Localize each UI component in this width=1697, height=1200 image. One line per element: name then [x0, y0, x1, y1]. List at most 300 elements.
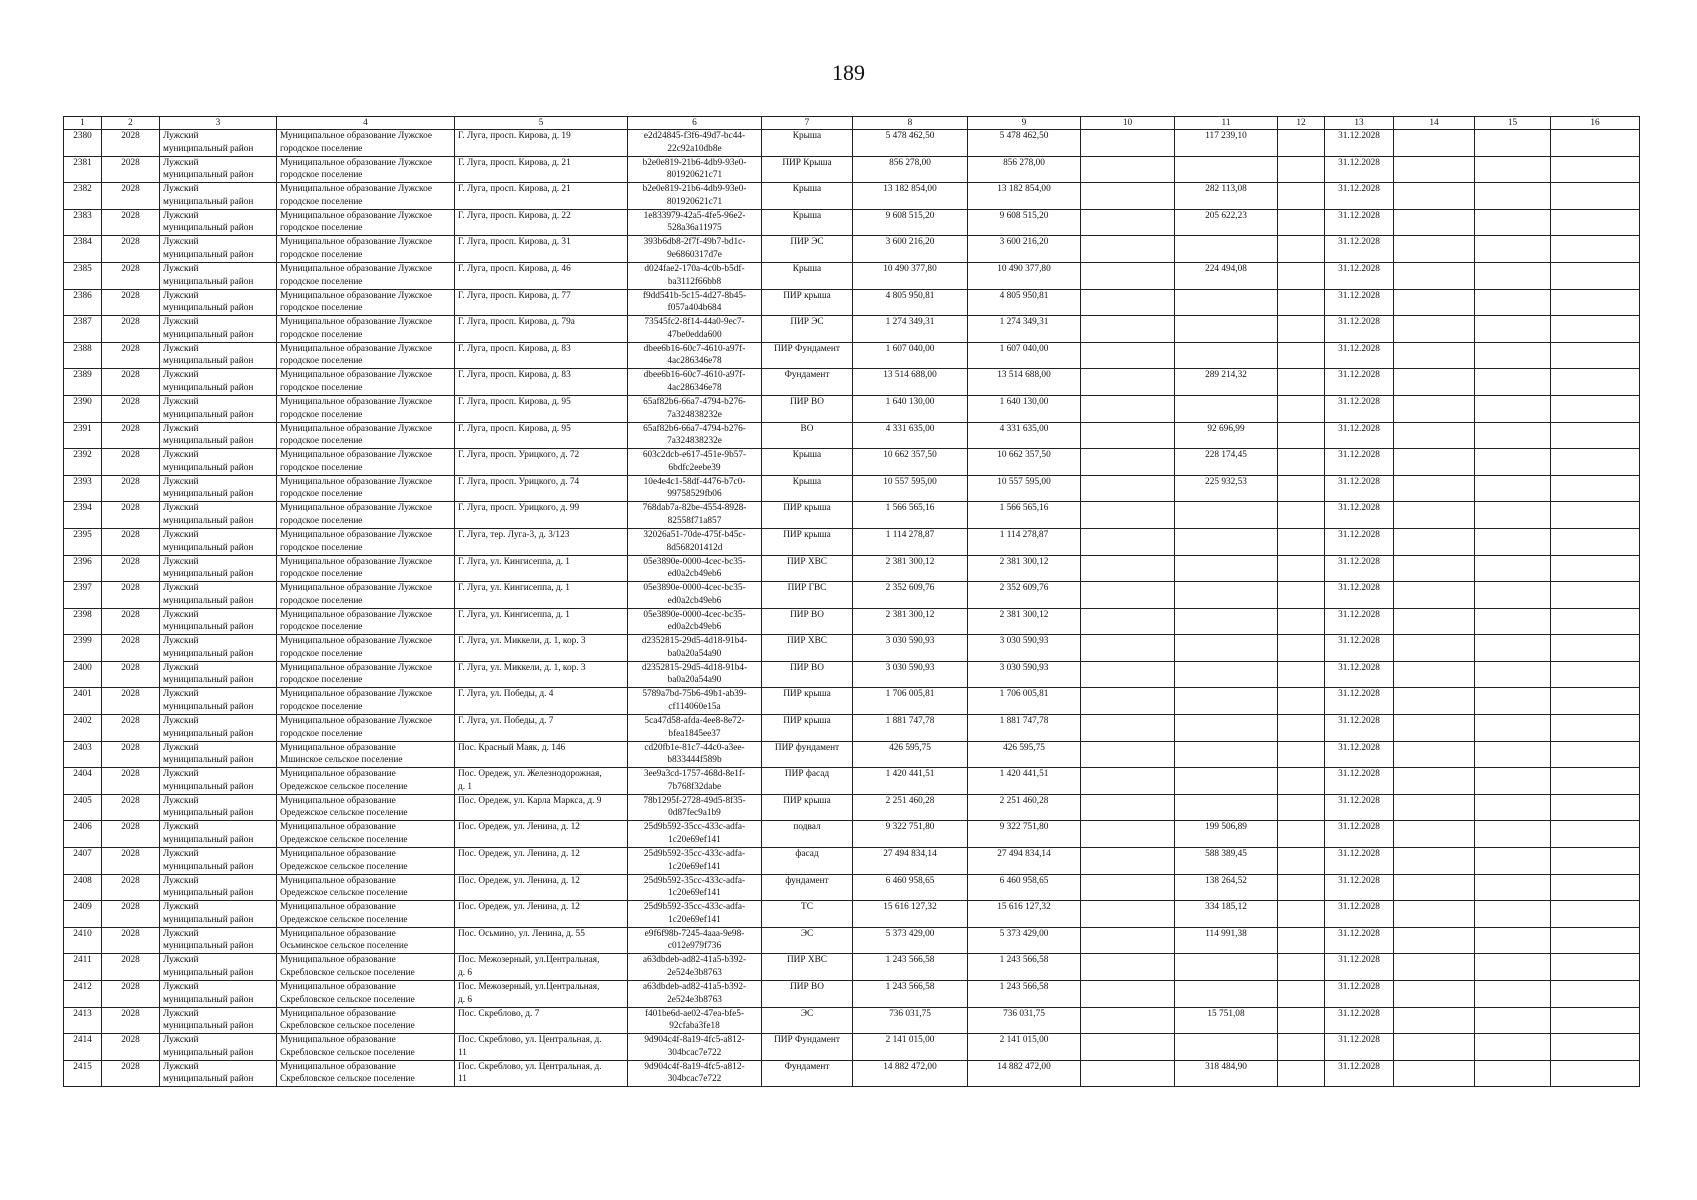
district-text: муниципальный район — [163, 569, 254, 580]
house-guid-text: 393b6db8-2f7f-49b7-bd1c- — [643, 237, 746, 248]
district-cell — [160, 688, 277, 715]
completion-date-text: 31.12.2028 — [1338, 317, 1380, 328]
municipality-text: городское поселение — [280, 382, 363, 393]
completion-date-cell — [1325, 316, 1394, 343]
work-type-cell — [762, 927, 853, 954]
house-guid-text: 2e524e3b8763 — [667, 994, 722, 1005]
regional-fund-cost-text: 736 031,75 — [1003, 1008, 1045, 1019]
address-cell — [455, 449, 628, 476]
district-cell — [160, 422, 277, 449]
year-cell — [102, 954, 160, 981]
column-16-value-cell — [1551, 608, 1640, 635]
column-header-10: 10 — [1081, 117, 1175, 130]
total-cost-text: 736 031,75 — [889, 1008, 931, 1019]
column-11-value-cell — [1175, 262, 1278, 289]
house-guid-text: 05e3890e-0000-4cec-bc35- — [643, 609, 746, 620]
district-cell — [160, 1060, 277, 1087]
column-15-value-cell — [1475, 422, 1551, 449]
column-11-value-cell — [1175, 342, 1278, 369]
address-text: Г. Луга, просп. Урицкого, д. 99 — [458, 503, 580, 514]
house-guid-text: cd20fb1e-81c7-44c0-a3ee- — [644, 742, 745, 753]
row-number-cell — [64, 528, 102, 555]
municipality-cell — [277, 289, 455, 316]
work-type-cell — [762, 156, 853, 183]
house-guid-cell — [628, 954, 762, 981]
year-cell — [102, 848, 160, 875]
row-number-cell — [64, 1007, 102, 1034]
address-cell — [455, 927, 628, 954]
regional-fund-cost-text: 856 278,00 — [1003, 157, 1045, 168]
year-text: 2028 — [121, 423, 140, 434]
column-10-value-cell — [1081, 1060, 1175, 1087]
work-type-text: ПИР крыша — [783, 529, 831, 540]
regional-fund-cost-cell — [968, 688, 1081, 715]
total-cost-cell — [853, 342, 968, 369]
district-cell — [160, 555, 277, 582]
row-number-cell — [64, 369, 102, 396]
district-text: Лужский — [163, 928, 199, 939]
row-number-text: 2388 — [73, 343, 92, 354]
completion-date-cell — [1325, 688, 1394, 715]
column-11-value-cell — [1175, 688, 1278, 715]
column-14-value-cell — [1394, 1034, 1475, 1061]
column-12-value-cell — [1278, 209, 1325, 236]
year-text: 2028 — [121, 529, 140, 540]
work-type-cell — [762, 768, 853, 795]
municipality-text: Муниципальное образование — [280, 849, 396, 860]
year-text: 2028 — [121, 716, 140, 727]
regional-fund-cost-cell — [968, 635, 1081, 662]
district-text: Лужский — [163, 662, 199, 673]
municipality-text: Муниципальное образование Лужское — [280, 450, 432, 461]
regional-fund-cost-text: 1 420 441,51 — [999, 769, 1049, 780]
house-guid-cell — [628, 236, 762, 263]
row-number-text: 2406 — [73, 822, 92, 833]
municipality-text: Муниципальное образование — [280, 1008, 396, 1019]
table-row — [64, 874, 1640, 901]
regional-fund-cost-text: 5 373 429,00 — [999, 928, 1049, 939]
regional-fund-cost-cell — [968, 316, 1081, 343]
district-text: Лужский — [163, 450, 199, 461]
district-text: Лужский — [163, 822, 199, 833]
regional-fund-cost-cell — [968, 422, 1081, 449]
year-cell — [102, 1034, 160, 1061]
address-text: Пос. Скреблово, ул. Центральная, д. — [458, 1061, 602, 1072]
column-14-value-cell — [1394, 449, 1475, 476]
address-text: Пос. Оредеж, ул. Ленина, д. 12 — [458, 902, 580, 913]
row-number-text: 2404 — [73, 769, 92, 780]
column-14-value-cell — [1394, 262, 1475, 289]
address-text: Пос. Межозерный, ул.Центральная, — [458, 982, 600, 992]
total-cost-cell — [853, 582, 968, 609]
total-cost-cell — [853, 981, 968, 1008]
column-11-value-cell — [1175, 1060, 1278, 1087]
address-cell — [455, 316, 628, 343]
table-row — [64, 1007, 1640, 1034]
column-11-value-cell — [1175, 475, 1278, 502]
work-type-cell — [762, 901, 853, 928]
completion-date-text: 31.12.2028 — [1338, 157, 1380, 168]
year-text: 2028 — [121, 450, 140, 461]
municipality-cell — [277, 342, 455, 369]
completion-date-text: 31.12.2028 — [1338, 716, 1380, 727]
house-guid-text: f057a404b684 — [667, 303, 722, 314]
column-14-value-cell — [1394, 156, 1475, 183]
column-14-value-cell — [1394, 794, 1475, 821]
column-10-value-cell — [1081, 502, 1175, 529]
address-cell — [455, 369, 628, 396]
municipality-cell — [277, 715, 455, 742]
year-text: 2028 — [121, 795, 140, 806]
column-11-value-cell — [1175, 661, 1278, 688]
row-number-text: 2412 — [73, 982, 92, 992]
district-text: Лужский — [163, 875, 199, 886]
column-10-value-cell — [1081, 901, 1175, 928]
column-11-value-cell — [1175, 927, 1278, 954]
table-row — [64, 262, 1640, 289]
district-cell — [160, 262, 277, 289]
column-11-value-cell — [1175, 954, 1278, 981]
house-guid-text: 7a324838232e — [667, 436, 722, 447]
work-type-cell — [762, 874, 853, 901]
work-type-cell — [762, 502, 853, 529]
municipality-text: городское поселение — [280, 356, 363, 367]
year-text: 2028 — [121, 955, 140, 966]
year-cell — [102, 927, 160, 954]
district-text: муниципальный район — [163, 994, 254, 1005]
table-row — [64, 130, 1640, 157]
municipality-text: городское поселение — [280, 675, 363, 686]
district-cell — [160, 608, 277, 635]
column-11-value-text: 282 113,08 — [1205, 184, 1247, 195]
address-text: 11 — [458, 1047, 467, 1058]
district-cell — [160, 369, 277, 396]
column-10-value-cell — [1081, 262, 1175, 289]
column-12-value-cell — [1278, 582, 1325, 609]
column-15-value-cell — [1475, 130, 1551, 157]
year-text: 2028 — [121, 290, 140, 301]
row-number-text: 2381 — [73, 157, 92, 168]
regional-fund-cost-cell — [968, 874, 1081, 901]
year-cell — [102, 608, 160, 635]
district-text: Лужский — [163, 263, 199, 274]
completion-date-text: 31.12.2028 — [1338, 370, 1380, 381]
completion-date-text: 31.12.2028 — [1338, 396, 1380, 407]
column-11-value-cell — [1175, 608, 1278, 635]
column-11-value-cell — [1175, 794, 1278, 821]
column-15-value-cell — [1475, 369, 1551, 396]
municipality-text: Муниципальное образование Лужское — [280, 396, 432, 407]
year-cell — [102, 502, 160, 529]
row-number-cell — [64, 848, 102, 875]
address-cell — [455, 1034, 628, 1061]
municipality-cell — [277, 1034, 455, 1061]
regional-fund-cost-cell — [968, 528, 1081, 555]
house-guid-text: 78b1295f-2728-49d5-8f35- — [643, 795, 746, 806]
regional-fund-cost-text: 426 595,75 — [1003, 742, 1045, 753]
municipality-cell — [277, 741, 455, 768]
work-type-text: Фундамент — [784, 1061, 830, 1072]
address-text: д. 1 — [458, 781, 473, 792]
house-guid-text: 5789a7bd-75b6-49b1-ab39- — [642, 689, 747, 700]
year-text: 2028 — [121, 689, 140, 700]
work-type-cell — [762, 715, 853, 742]
column-16-value-cell — [1551, 927, 1640, 954]
completion-date-text: 31.12.2028 — [1338, 875, 1380, 886]
row-number-cell — [64, 130, 102, 157]
column-11-value-cell — [1175, 635, 1278, 662]
district-text: Лужский — [163, 1061, 199, 1072]
address-cell — [455, 209, 628, 236]
regional-fund-cost-text: 4 805 950,81 — [999, 290, 1049, 301]
regional-fund-cost-text: 1 114 278,87 — [999, 529, 1049, 540]
row-number-cell — [64, 821, 102, 848]
municipality-text: Муниципальное образование Лужское — [280, 157, 432, 168]
district-text: Лужский — [163, 131, 199, 141]
municipality-text: городское поселение — [280, 622, 363, 633]
column-11-value-cell — [1175, 848, 1278, 875]
column-12-value-cell — [1278, 661, 1325, 688]
address-text: Г. Луга, тер. Луга-3, д. 3/123 — [458, 529, 570, 540]
district-text: муниципальный район — [163, 542, 254, 553]
house-guid-text: 9d904c4f-8a19-4fc5-a812- — [644, 1061, 745, 1072]
total-cost-cell — [853, 183, 968, 210]
municipality-text: городское поселение — [280, 702, 363, 713]
regional-fund-cost-text: 2 381 300,12 — [999, 556, 1049, 567]
district-text: Лужский — [163, 583, 199, 594]
municipality-text: Муниципальное образование Лужское — [280, 210, 432, 221]
district-cell — [160, 582, 277, 609]
house-guid-text: 65af82b6-66a7-4794-b276- — [643, 423, 746, 434]
address-text: Г. Луга, просп. Кирова, д. 19 — [458, 131, 571, 141]
municipality-text: городское поселение — [280, 489, 363, 500]
column-12-value-cell — [1278, 475, 1325, 502]
address-text: 11 — [458, 1074, 467, 1085]
column-14-value-cell — [1394, 901, 1475, 928]
address-cell — [455, 236, 628, 263]
column-15-value-cell — [1475, 794, 1551, 821]
row-number-text: 2398 — [73, 609, 92, 620]
column-16-value-cell — [1551, 475, 1640, 502]
district-text: муниципальный район — [163, 941, 254, 952]
house-guid-text: 05e3890e-0000-4cec-bc35- — [643, 583, 746, 594]
total-cost-text: 2 352 609,76 — [885, 583, 935, 594]
completion-date-text: 31.12.2028 — [1338, 529, 1380, 540]
municipality-text: Оредежское сельское поселение — [280, 888, 408, 899]
municipality-cell — [277, 475, 455, 502]
work-type-text: фасад — [795, 849, 819, 860]
work-type-text: ПИР ГВС — [787, 583, 827, 594]
municipality-text: Оредежское сельское поселение — [280, 808, 408, 819]
year-cell — [102, 741, 160, 768]
district-cell — [160, 901, 277, 928]
completion-date-text: 31.12.2028 — [1338, 423, 1380, 434]
year-text: 2028 — [121, 343, 140, 354]
row-number-text: 2397 — [73, 583, 92, 594]
address-text: Г. Луга, просп. Кирова, д. 21 — [458, 184, 571, 195]
municipality-cell — [277, 661, 455, 688]
address-cell — [455, 422, 628, 449]
work-type-text: ПИР Фундамент — [774, 1035, 840, 1046]
work-type-cell — [762, 449, 853, 476]
house-guid-text: ba0a20a54a90 — [667, 675, 722, 686]
completion-date-text: 31.12.2028 — [1338, 1061, 1380, 1072]
district-text: Лужский — [163, 769, 199, 780]
total-cost-text: 4 331 635,00 — [885, 423, 935, 434]
completion-date-text: 31.12.2028 — [1338, 662, 1380, 673]
house-guid-text: 25d9b592-35cc-433c-adfa- — [643, 849, 746, 860]
column-12-value-cell — [1278, 236, 1325, 263]
year-cell — [102, 316, 160, 343]
house-guid-text: 304bcac7e722 — [667, 1047, 722, 1058]
column-10-value-cell — [1081, 874, 1175, 901]
column-15-value-cell — [1475, 502, 1551, 529]
house-guid-cell — [628, 289, 762, 316]
year-text: 2028 — [121, 1035, 140, 1046]
column-16-value-cell — [1551, 502, 1640, 529]
district-text: Лужский — [163, 636, 199, 647]
year-cell — [102, 981, 160, 1008]
municipality-text: Скребловское сельское поселение — [280, 1074, 415, 1085]
regional-fund-cost-cell — [968, 395, 1081, 422]
table-body — [64, 130, 1640, 1087]
address-cell — [455, 981, 628, 1008]
column-14-value-cell — [1394, 927, 1475, 954]
house-guid-text: 304bcac7e722 — [667, 1074, 722, 1085]
total-cost-text: 856 278,00 — [889, 157, 931, 168]
regional-fund-cost-text: 27 494 834,14 — [997, 849, 1051, 860]
house-guid-cell — [628, 715, 762, 742]
column-12-value-cell — [1278, 608, 1325, 635]
row-number-text: 2383 — [73, 210, 92, 221]
work-type-text: ТС — [801, 902, 813, 913]
municipality-text: городское поселение — [280, 569, 363, 580]
address-cell — [455, 635, 628, 662]
district-cell — [160, 954, 277, 981]
total-cost-text: 5 478 462,50 — [885, 131, 935, 141]
year-cell — [102, 209, 160, 236]
row-number-text: 2399 — [73, 636, 92, 647]
column-12-value-cell — [1278, 901, 1325, 928]
completion-date-text: 31.12.2028 — [1338, 263, 1380, 274]
district-cell — [160, 209, 277, 236]
column-12-value-cell — [1278, 422, 1325, 449]
completion-date-text: 31.12.2028 — [1338, 556, 1380, 567]
column-16-value-cell — [1551, 342, 1640, 369]
completion-date-text: 31.12.2028 — [1338, 689, 1380, 700]
address-cell — [455, 608, 628, 635]
total-cost-cell — [853, 1007, 968, 1034]
row-number-text: 2402 — [73, 716, 92, 727]
municipality-text: городское поселение — [280, 648, 363, 659]
work-type-text: ПИР фундамент — [774, 742, 840, 753]
municipality-text: Муниципальное образование Лужское — [280, 662, 432, 673]
table-row — [64, 608, 1640, 635]
house-guid-text: 768dab7a-82be-4554-8928- — [642, 503, 747, 514]
column-16-value-cell — [1551, 741, 1640, 768]
column-14-value-cell — [1394, 395, 1475, 422]
column-12-value-cell — [1278, 848, 1325, 875]
address-cell — [455, 1060, 628, 1087]
column-12-value-cell — [1278, 502, 1325, 529]
work-type-cell — [762, 688, 853, 715]
house-guid-text: 73545fc2-8f14-44a0-9ec7- — [644, 317, 745, 328]
district-text: Лужский — [163, 396, 199, 407]
column-12-value-cell — [1278, 715, 1325, 742]
total-cost-cell — [853, 768, 968, 795]
municipality-text: Мшинское сельское поселение — [280, 755, 403, 766]
completion-date-cell — [1325, 156, 1394, 183]
table-row — [64, 1060, 1640, 1087]
house-guid-cell — [628, 768, 762, 795]
completion-date-text: 31.12.2028 — [1338, 982, 1380, 992]
completion-date-cell — [1325, 874, 1394, 901]
district-text: Лужский — [163, 955, 199, 966]
municipality-text: Муниципальное образование — [280, 769, 396, 780]
district-cell — [160, 236, 277, 263]
column-11-value-cell — [1175, 528, 1278, 555]
year-text: 2028 — [121, 131, 140, 141]
municipality-text: городское поселение — [280, 329, 363, 340]
column-14-value-cell — [1394, 342, 1475, 369]
row-number-text: 2396 — [73, 556, 92, 567]
house-guid-text: 99758529fb06 — [667, 489, 722, 500]
work-type-cell — [762, 794, 853, 821]
year-cell — [102, 688, 160, 715]
regional-fund-cost-cell — [968, 342, 1081, 369]
completion-date-text: 31.12.2028 — [1338, 609, 1380, 620]
work-type-text: подвал — [793, 822, 821, 833]
column-10-value-cell — [1081, 236, 1175, 263]
row-number-cell — [64, 262, 102, 289]
work-type-cell — [762, 954, 853, 981]
district-text: муниципальный район — [163, 595, 254, 606]
year-text: 2028 — [121, 1008, 140, 1019]
district-text: муниципальный район — [163, 436, 254, 447]
row-number-text: 2407 — [73, 849, 92, 860]
district-text: Лужский — [163, 184, 199, 195]
address-text: Г. Луга, просп. Кирова, д. 46 — [458, 263, 571, 274]
table-row — [64, 555, 1640, 582]
district-text: Лужский — [163, 1008, 199, 1019]
address-text: Г. Луга, просп. Кирова, д. 79а — [458, 317, 575, 328]
regional-fund-cost-text: 15 616 127,32 — [997, 902, 1051, 913]
year-cell — [102, 449, 160, 476]
column-16-value-cell — [1551, 901, 1640, 928]
column-15-value-cell — [1475, 555, 1551, 582]
house-guid-text: e2d24845-f3f6-49d7-bc44- — [643, 131, 746, 141]
municipality-text: Муниципальное образование — [280, 928, 396, 939]
district-text: Лужский — [163, 423, 199, 434]
column-14-value-cell — [1394, 582, 1475, 609]
district-text: Лужский — [163, 742, 199, 753]
house-guid-cell — [628, 794, 762, 821]
regional-fund-cost-text: 1 243 566,58 — [999, 955, 1049, 966]
completion-date-text: 31.12.2028 — [1338, 928, 1380, 939]
municipality-text: городское поселение — [280, 223, 363, 234]
year-text: 2028 — [121, 742, 140, 753]
municipality-text: Муниципальное образование — [280, 982, 396, 992]
work-type-cell — [762, 342, 853, 369]
row-number-text: 2410 — [73, 928, 92, 939]
total-cost-text: 1 607 040,00 — [885, 343, 935, 354]
column-15-value-cell — [1475, 1060, 1551, 1087]
row-number-text: 2408 — [73, 875, 92, 886]
district-cell — [160, 502, 277, 529]
house-guid-text: dbee6b16-60c7-4610-a97f- — [643, 343, 746, 354]
address-text: Г. Луга, ул. Миккели, д. 1, кор. 3 — [458, 636, 586, 647]
regional-fund-cost-cell — [968, 156, 1081, 183]
